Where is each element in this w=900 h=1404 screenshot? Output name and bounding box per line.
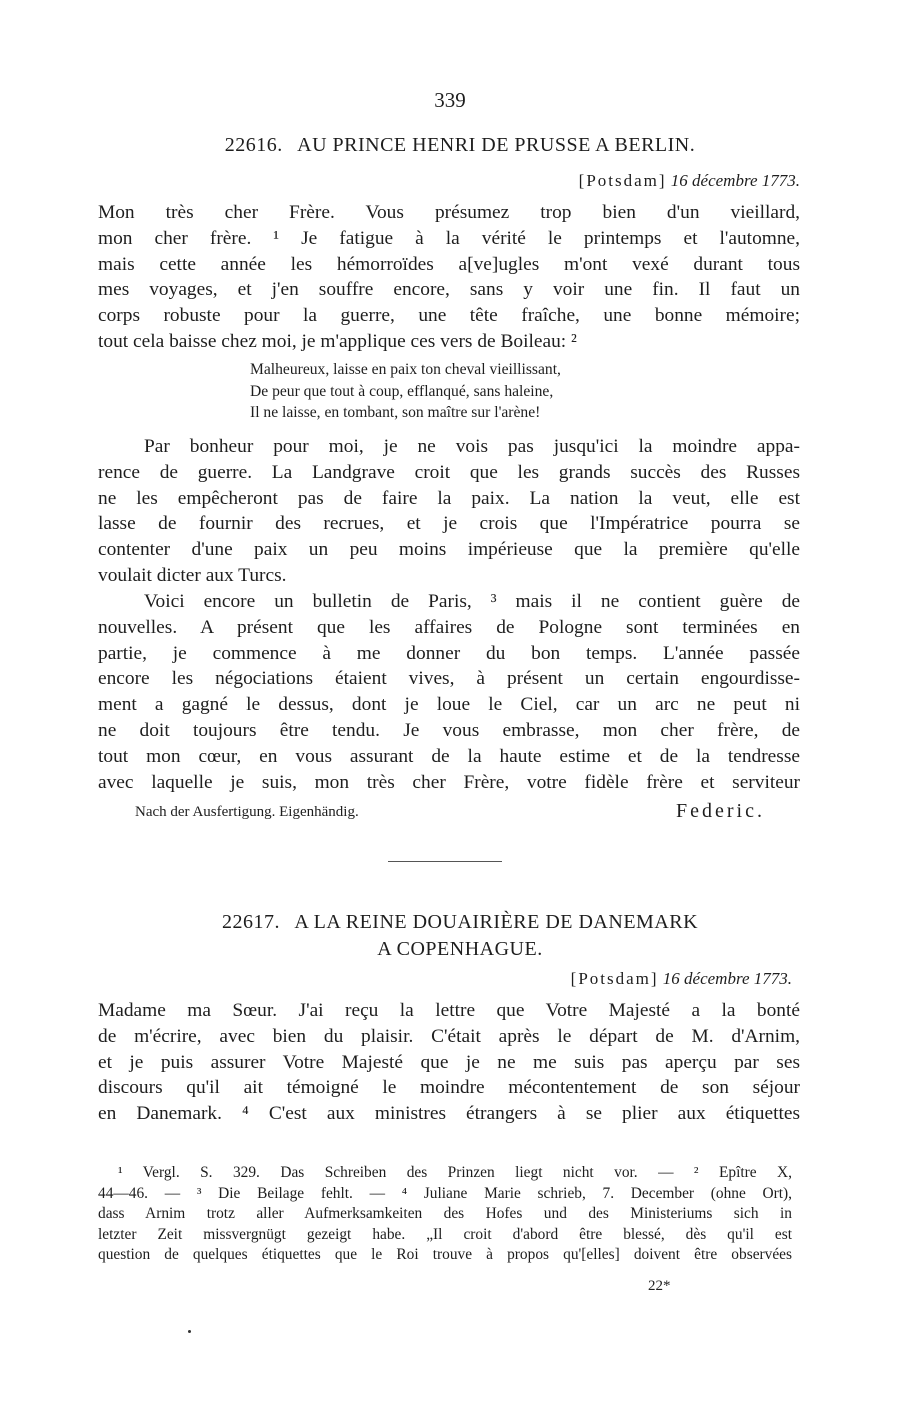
text-line: partie, je commence à me donner du bon temps. L'année passée: [98, 642, 800, 664]
text-line: ne doit toujours être tendu. Je vous embrasse, mon cher frère, de: [98, 719, 800, 741]
footnotes: [98, 1163, 792, 1266]
text-line: nouvelles. A présent que les affaires de Pologne sont terminées en: [98, 616, 800, 638]
text-line: ment a gagné le dessus, dont je loue le Ciel, car un arc ne peut ni: [98, 694, 800, 716]
letter-date: [571, 969, 792, 989]
section-divider: [388, 861, 502, 862]
letter-number: 22617.: [221, 911, 280, 933]
text-line: de m'écrire, avec bien du plaisir. C'était après le départ de M. d'Arnim,: [98, 1025, 800, 1047]
letter-place: [Potsdam]: [570, 969, 659, 988]
text-line: mes voyages, et j'en souffre encore, sans y voir une fin. Il faut un: [98, 279, 800, 301]
text-line: Mon très cher Frère. Vous présumez trop bien d'un vieillard,: [98, 202, 800, 223]
letter-title: A LA REINE DOUAIRIÈRE DE DANEMARK: [294, 911, 699, 933]
text-line: lasse de fournir des recrues, et je crois que l'Impératrice pourra se: [98, 513, 800, 535]
footnote-line: dass Arnim trotz aller Aufmerksamkeiten des Hofes und des Ministeriums sich in: [98, 1205, 792, 1222]
letter-heading: [90, 911, 830, 934]
text-line: tout mon cœur, en vous assurant de la haute estime et de la tendresse: [98, 745, 800, 767]
text-line: Voici encore un bulletin de Paris, ³ mais il ne contient guère de: [144, 591, 800, 612]
text-line: Par bonheur pour moi, je ne vois pas jusqu'ici la moindre appa-: [144, 436, 800, 457]
letter-date: [579, 171, 800, 191]
letter-title: AU PRINCE HENRI DE PRUSSE A BERLIN.: [297, 134, 696, 156]
verse-quote: [250, 359, 561, 424]
letter-number: 22616.: [224, 134, 283, 156]
text-line: discours qu'il ait témoigné le moindre mécontentement de son séjour: [98, 1077, 800, 1099]
text-line: rence de guerre. La Landgrave croit que les grands succès des Russes: [98, 461, 800, 483]
footnote-line: ¹ Vergl. S. 329. Das Schreiben des Prinzen liegt nicht vor. — ² Epître X,: [118, 1164, 792, 1181]
text-line: mon cher frère. ¹ Je fatigue à la vérité le printemps et l'automne,: [98, 227, 800, 249]
text-line: Madame ma Sœur. J'ai reçu la lettre que Votre Majesté a la bonté: [98, 1000, 800, 1021]
verse-line: De peur que tout à coup, efflanqué, sans haleine,: [250, 382, 554, 400]
letter-date-text: 16 décembre 1773.: [670, 171, 800, 190]
letter-paragraph: [98, 589, 800, 795]
signature-mark: 22*: [648, 1278, 671, 1294]
text-line: avec laquelle je suis, mon très cher Frère, votre fidèle frère et serviteur: [98, 771, 800, 793]
letter-title-continued: A COPENHAGUE.: [377, 938, 543, 960]
text-line: ne les empêcheront pas de faire la paix. La nation la veut, elle est: [98, 487, 800, 509]
letter-date-text: 16 décembre 1773.: [662, 969, 792, 988]
footnote-line: letzter Zeit missvergnügt gezeigt habe. „Il croit d'abord être blessé, dès qu'il est: [98, 1225, 792, 1243]
verse-line: Malheureux, laisse en paix ton cheval vieillissant,: [250, 361, 561, 378]
letter-paragraph: [98, 200, 800, 355]
text-line: en Danemark. ⁴ C'est aux ministres étrangers à se plier aux étiquettes: [98, 1103, 800, 1125]
text-line: tout cela baisse chez moi, je m'applique ces vers de Boileau: ²: [98, 330, 577, 352]
letter-paragraph: [98, 998, 800, 1127]
text-line: corps robuste pour la guerre, une tête fraîche, une bonne mémoire;: [98, 305, 800, 327]
text-line: mais cette année les hémorroïdes a[ve]ugles m'ont vexé durant tous: [98, 253, 800, 275]
letter-paragraph: [98, 434, 800, 589]
footnote-line: question de quelques étiquettes que le Roi trouve à propos qu'[elles] doivent être observées: [98, 1246, 792, 1263]
verse-line: Il ne laisse, en tombant, son maître sur l'arène!: [250, 404, 541, 421]
text-line: et je puis assurer Votre Majesté que je ne me suis pas aperçu par ses: [98, 1051, 800, 1073]
letter-place: [Potsdam]: [578, 171, 667, 190]
source-note: Nach der Ausfertigung. Eigenhändig.: [135, 804, 359, 820]
text-line: encore les négociations étaient vives, à présent un certain engourdisse-: [98, 668, 800, 690]
text-line: voulait dicter aux Turcs.: [98, 564, 287, 586]
letter-heading: [90, 134, 830, 157]
speck-mark: [188, 1330, 191, 1333]
footnote-line: 44—46. — ³ Die Beilage fehlt. — ⁴ Juliane Marie schrieb, 7. December (ohne Ort),: [98, 1184, 792, 1202]
page-number: 339: [434, 88, 466, 112]
signature: Federic.: [676, 800, 765, 822]
text-line: contenter d'une paix un peu moins impérieuse que la première qu'elle: [98, 539, 800, 561]
